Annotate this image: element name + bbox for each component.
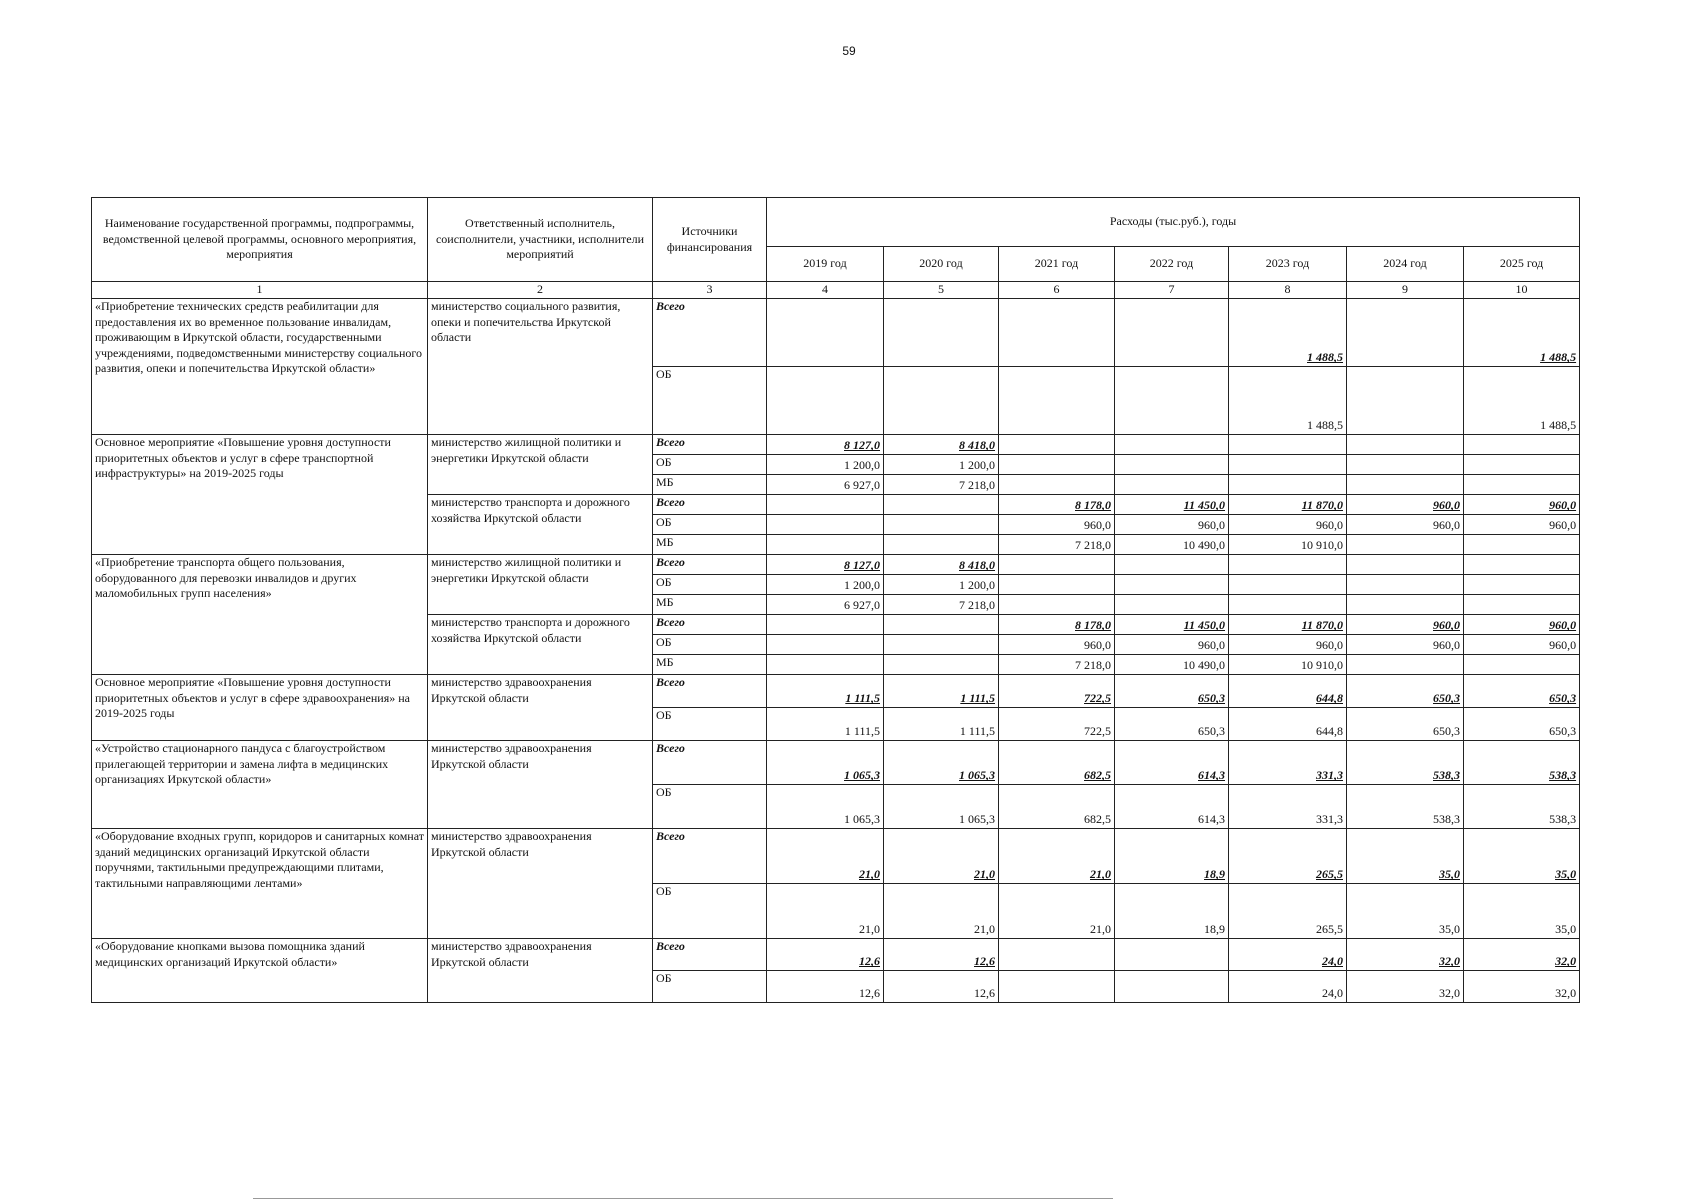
expense-value: 1 200,0 <box>767 455 884 475</box>
expense-value <box>999 575 1115 595</box>
expense-value: 960,0 <box>1347 495 1464 515</box>
expense-value: 21,0 <box>999 884 1115 939</box>
expense-value: 1 065,3 <box>767 741 884 785</box>
funding-source: Всего <box>653 435 767 455</box>
expense-value: 650,3 <box>1347 708 1464 741</box>
expense-value <box>1464 595 1580 615</box>
expense-value: 1 488,5 <box>1229 299 1347 367</box>
expense-value <box>884 615 999 635</box>
expense-value: 960,0 <box>999 515 1115 535</box>
responsible-executor: министерство жилищной политики и энергетики Иркутской области <box>428 555 653 615</box>
column-number: 2 <box>428 282 653 299</box>
expense-value: 960,0 <box>999 635 1115 655</box>
expense-value <box>1347 475 1464 495</box>
expense-value: 1 065,3 <box>767 785 884 829</box>
expense-value <box>1115 971 1229 1003</box>
expense-value <box>1464 535 1580 555</box>
column-number: 4 <box>767 282 884 299</box>
expense-value: 21,0 <box>884 829 999 884</box>
expense-value <box>1347 575 1464 595</box>
expense-value <box>1347 535 1464 555</box>
expense-value: 644,8 <box>1229 675 1347 708</box>
expense-value <box>1347 455 1464 475</box>
expense-value: 960,0 <box>1347 635 1464 655</box>
expense-value <box>1115 299 1229 367</box>
expense-value: 21,0 <box>884 884 999 939</box>
expense-value <box>1229 595 1347 615</box>
expense-value <box>1115 475 1229 495</box>
responsible-executor: министерство здравоохранения Иркутской области <box>428 675 653 741</box>
expense-value <box>884 655 999 675</box>
expense-value: 8 418,0 <box>884 555 999 575</box>
column-number: 5 <box>884 282 999 299</box>
table-row <box>92 299 1580 367</box>
funding-source: МБ <box>653 655 767 675</box>
responsible-executor: министерство жилищной политики и энергетики Иркутской области <box>428 435 653 495</box>
expense-value: 682,5 <box>999 785 1115 829</box>
header-year: 2020 год <box>884 247 999 282</box>
measure-name: «Оборудование кнопками вызова помощника зданий медицинских организаций Иркутской области» <box>92 939 428 1003</box>
expense-value: 650,3 <box>1464 708 1580 741</box>
expense-value <box>767 635 884 655</box>
expense-value: 10 490,0 <box>1115 535 1229 555</box>
expense-value: 35,0 <box>1464 829 1580 884</box>
expense-value: 12,6 <box>767 939 884 971</box>
expense-value <box>1229 475 1347 495</box>
expense-value: 650,3 <box>1347 675 1464 708</box>
header-row <box>92 198 1580 247</box>
measure-name: Основное мероприятие «Повышение уровня доступности приоритетных объектов и услуг в сфере здравоохранения» на 2019-2025 годы <box>92 675 428 741</box>
expense-value <box>1229 555 1347 575</box>
expense-value: 960,0 <box>1464 615 1580 635</box>
expense-value <box>999 299 1115 367</box>
funding-source: ОБ <box>653 708 767 741</box>
expense-value: 12,6 <box>767 971 884 1003</box>
expense-value: 35,0 <box>1464 884 1580 939</box>
header-year: 2019 год <box>767 247 884 282</box>
expense-value: 960,0 <box>1115 515 1229 535</box>
expense-value <box>767 367 884 435</box>
expense-value: 682,5 <box>999 741 1115 785</box>
funding-source: ОБ <box>653 575 767 595</box>
column-numbers-row <box>92 282 1580 299</box>
expense-value: 538,3 <box>1464 741 1580 785</box>
header-year: 2022 год <box>1115 247 1229 282</box>
funding-source: Всего <box>653 675 767 708</box>
budget-table <box>91 197 1580 1003</box>
expense-value: 722,5 <box>999 675 1115 708</box>
measure-name: «Приобретение технических средств реабилитации для предоставления их во временное пользование инвалидам, проживающим в Иркутской области, государственными учреждениями, подведомственными министерству социального развития, опеки и попечительства Иркутской области» <box>92 299 428 435</box>
expense-value <box>1464 455 1580 475</box>
expense-value <box>1115 595 1229 615</box>
page-number: 59 <box>842 44 856 58</box>
expense-value <box>999 939 1115 971</box>
expense-value: 8 178,0 <box>999 495 1115 515</box>
table-row <box>92 939 1580 971</box>
expense-value <box>1464 435 1580 455</box>
header-year: 2021 год <box>999 247 1115 282</box>
expense-value <box>999 971 1115 1003</box>
expense-value: 18,9 <box>1115 884 1229 939</box>
expense-value: 8 178,0 <box>999 615 1115 635</box>
expense-value: 960,0 <box>1115 635 1229 655</box>
expense-value: 7 218,0 <box>999 655 1115 675</box>
expense-value <box>1115 939 1229 971</box>
funding-source: Всего <box>653 829 767 884</box>
expense-value <box>767 515 884 535</box>
expense-value <box>1115 435 1229 455</box>
expense-value: 1 111,5 <box>767 708 884 741</box>
expense-value: 8 127,0 <box>767 555 884 575</box>
expense-value: 644,8 <box>1229 708 1347 741</box>
expense-value: 21,0 <box>767 884 884 939</box>
header-responsible: Ответственный исполнитель, соисполнители, участники, исполнители мероприятий <box>428 198 653 282</box>
expense-value: 650,3 <box>1464 675 1580 708</box>
expense-value <box>1464 575 1580 595</box>
expense-value <box>999 595 1115 615</box>
header-year: 2023 год <box>1229 247 1347 282</box>
expense-value: 24,0 <box>1229 939 1347 971</box>
responsible-executor: министерство социального развития, опеки и попечительства Иркутской области <box>428 299 653 435</box>
funding-source: ОБ <box>653 455 767 475</box>
expense-value <box>999 435 1115 455</box>
measure-name: «Устройство стационарного пандуса с благоустройством прилегающей территории и замена лифта в медицинских организациях Иркутской области» <box>92 741 428 829</box>
funding-source: ОБ <box>653 635 767 655</box>
expense-value: 650,3 <box>1115 708 1229 741</box>
funding-source: Всего <box>653 555 767 575</box>
expense-value <box>1115 455 1229 475</box>
expense-value <box>999 455 1115 475</box>
expense-value: 8 418,0 <box>884 435 999 455</box>
responsible-executor: министерство транспорта и дорожного хозяйства Иркутской области <box>428 615 653 675</box>
expense-value: 331,3 <box>1229 785 1347 829</box>
expense-value <box>1347 435 1464 455</box>
funding-source: Всего <box>653 939 767 971</box>
expense-value: 6 927,0 <box>767 595 884 615</box>
expense-value: 1 488,5 <box>1464 367 1580 435</box>
expense-value: 960,0 <box>1464 635 1580 655</box>
expense-value: 11 870,0 <box>1229 615 1347 635</box>
expense-value <box>884 515 999 535</box>
expense-value: 1 488,5 <box>1229 367 1347 435</box>
expense-value: 7 218,0 <box>884 475 999 495</box>
expense-value <box>1347 299 1464 367</box>
column-number: 8 <box>1229 282 1347 299</box>
expense-value: 1 200,0 <box>884 575 999 595</box>
header-name: Наименование государственной программы, подпрограммы, ведомственной целевой программы, основного мероприятия, мероприятия <box>92 198 428 282</box>
funding-source: Всего <box>653 615 767 635</box>
column-number: 9 <box>1347 282 1464 299</box>
funding-source: Всего <box>653 741 767 785</box>
table-row <box>92 435 1580 455</box>
expense-value <box>1229 435 1347 455</box>
expense-value: 1 200,0 <box>884 455 999 475</box>
expense-value: 10 490,0 <box>1115 655 1229 675</box>
expense-value: 265,5 <box>1229 884 1347 939</box>
expense-value: 1 200,0 <box>767 575 884 595</box>
header-source: Источники финансирования <box>653 198 767 282</box>
expense-value: 960,0 <box>1229 515 1347 535</box>
measure-name: Основное мероприятие «Повышение уровня доступности приоритетных объектов и услуг в сфере транспортной инфраструктуры» на 2019-2025 годы <box>92 435 428 555</box>
funding-source: МБ <box>653 595 767 615</box>
expense-value: 722,5 <box>999 708 1115 741</box>
expense-value <box>767 655 884 675</box>
expense-value <box>1347 595 1464 615</box>
expense-value: 10 910,0 <box>1229 535 1347 555</box>
header-year: 2024 год <box>1347 247 1464 282</box>
expense-value <box>1115 555 1229 575</box>
funding-source: Всего <box>653 495 767 515</box>
expense-value: 32,0 <box>1464 939 1580 971</box>
responsible-executor: министерство здравоохранения Иркутской области <box>428 939 653 1003</box>
expense-value: 538,3 <box>1464 785 1580 829</box>
measure-name: «Оборудование входных групп, коридоров и санитарных комнат зданий медицинских организаций Иркутской области поручнями, тактильными предупреждающими плитами, тактильными направляющими лентами» <box>92 829 428 939</box>
expense-value: 10 910,0 <box>1229 655 1347 675</box>
column-number: 7 <box>1115 282 1229 299</box>
expense-value: 1 111,5 <box>884 708 999 741</box>
expense-value <box>884 535 999 555</box>
expense-value: 32,0 <box>1347 971 1464 1003</box>
page-bottom-rule <box>253 1198 1113 1199</box>
expense-value: 614,3 <box>1115 785 1229 829</box>
expense-value <box>767 299 884 367</box>
expense-value: 7 218,0 <box>884 595 999 615</box>
funding-source: ОБ <box>653 367 767 435</box>
expense-value <box>1464 475 1580 495</box>
expense-value: 538,3 <box>1347 741 1464 785</box>
expense-value: 35,0 <box>1347 829 1464 884</box>
expense-value: 18,9 <box>1115 829 1229 884</box>
expense-value: 11 450,0 <box>1115 615 1229 635</box>
expense-value <box>884 495 999 515</box>
table-row <box>92 675 1580 708</box>
expense-value: 32,0 <box>1464 971 1580 1003</box>
column-number: 6 <box>999 282 1115 299</box>
expense-value: 21,0 <box>999 829 1115 884</box>
expense-value <box>1115 367 1229 435</box>
expense-value <box>884 635 999 655</box>
expense-value: 265,5 <box>1229 829 1347 884</box>
column-number: 3 <box>653 282 767 299</box>
measure-name: «Приобретение транспорта общего пользования, оборудованного для перевозки инвалидов и других маломобильных групп населения» <box>92 555 428 675</box>
funding-source: ОБ <box>653 971 767 1003</box>
table-row <box>92 829 1580 884</box>
expense-value: 1 065,3 <box>884 785 999 829</box>
funding-source: МБ <box>653 535 767 555</box>
expense-value: 8 127,0 <box>767 435 884 455</box>
expense-value <box>767 615 884 635</box>
expense-value: 1 111,5 <box>767 675 884 708</box>
expense-value <box>1115 575 1229 595</box>
responsible-executor: министерство транспорта и дорожного хозяйства Иркутской области <box>428 495 653 555</box>
expense-value: 21,0 <box>767 829 884 884</box>
expense-value: 12,6 <box>884 939 999 971</box>
expense-value: 35,0 <box>1347 884 1464 939</box>
expense-value: 960,0 <box>1464 515 1580 535</box>
table-row <box>92 555 1580 575</box>
funding-source: ОБ <box>653 785 767 829</box>
expense-value <box>1464 655 1580 675</box>
expense-value <box>767 535 884 555</box>
expense-value: 960,0 <box>1229 635 1347 655</box>
expense-value <box>884 367 999 435</box>
expense-value: 1 488,5 <box>1464 299 1580 367</box>
table-body <box>92 299 1580 1003</box>
expense-value: 960,0 <box>1347 515 1464 535</box>
expense-value <box>1464 555 1580 575</box>
column-number: 1 <box>92 282 428 299</box>
funding-source: Всего <box>653 299 767 367</box>
funding-source: ОБ <box>653 515 767 535</box>
responsible-executor: министерство здравоохранения Иркутской области <box>428 829 653 939</box>
funding-source: ОБ <box>653 884 767 939</box>
expense-value <box>1229 575 1347 595</box>
expense-value: 24,0 <box>1229 971 1347 1003</box>
expense-value <box>1347 655 1464 675</box>
expense-value: 6 927,0 <box>767 475 884 495</box>
expense-value <box>999 555 1115 575</box>
expense-value: 11 450,0 <box>1115 495 1229 515</box>
expense-value: 538,3 <box>1347 785 1464 829</box>
header-expenses: Расходы (тыс.руб.), годы <box>767 198 1580 247</box>
expense-value <box>884 299 999 367</box>
responsible-executor: министерство здравоохранения Иркутской области <box>428 741 653 829</box>
expense-value: 12,6 <box>884 971 999 1003</box>
expense-value: 614,3 <box>1115 741 1229 785</box>
expense-value: 650,3 <box>1115 675 1229 708</box>
expense-value: 32,0 <box>1347 939 1464 971</box>
expense-value: 1 111,5 <box>884 675 999 708</box>
expense-value: 960,0 <box>1347 615 1464 635</box>
header-year: 2025 год <box>1464 247 1580 282</box>
expense-value <box>1347 555 1464 575</box>
expense-value <box>767 495 884 515</box>
expense-value <box>1229 455 1347 475</box>
expense-value: 11 870,0 <box>1229 495 1347 515</box>
expense-value: 331,3 <box>1229 741 1347 785</box>
expense-value <box>999 475 1115 495</box>
table-row <box>92 741 1580 785</box>
expense-value: 1 065,3 <box>884 741 999 785</box>
funding-source: МБ <box>653 475 767 495</box>
column-number: 10 <box>1464 282 1580 299</box>
expense-value <box>999 367 1115 435</box>
expense-value <box>1347 367 1464 435</box>
expense-value: 960,0 <box>1464 495 1580 515</box>
expense-value: 7 218,0 <box>999 535 1115 555</box>
